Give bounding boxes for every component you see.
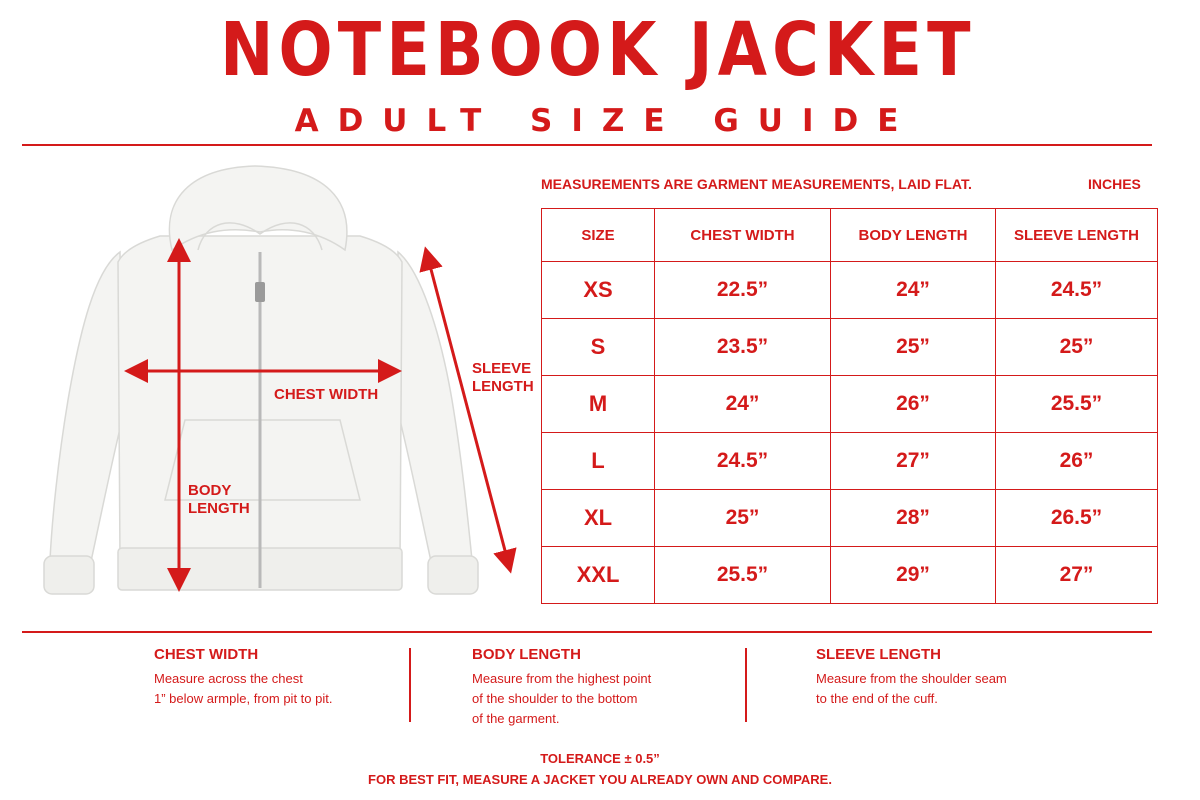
units-label: INCHES — [1088, 176, 1141, 192]
sleeve-length-cell: 27” — [996, 547, 1158, 604]
table-row — [542, 547, 1158, 604]
definition-line: of the shoulder to the bottom — [472, 691, 638, 706]
fit-advice: FOR BEST FIT, MEASURE A JACKET YOU ALREADY OWN AND COMPARE. — [368, 772, 832, 787]
definition-divider — [745, 648, 747, 722]
size-cell: M — [542, 376, 655, 433]
sleeve-length-label-line1: SLEEVE — [472, 360, 532, 377]
body-length-label-line1: BODY — [188, 482, 232, 499]
size-cell: L — [542, 433, 655, 490]
page-subtitle: ADULT SIZE GUIDE — [294, 103, 918, 139]
header-body-length: BODY LENGTH — [831, 209, 996, 262]
tolerance-note: TOLERANCE ± 0.5” — [540, 751, 660, 766]
header-chest-width: CHEST WIDTH — [655, 209, 831, 262]
definition-divider — [409, 648, 411, 722]
size-cell: XXL — [542, 547, 655, 604]
chest-width-cell: 22.5” — [655, 262, 831, 319]
size-table — [541, 208, 1158, 604]
size-cell: XS — [542, 262, 655, 319]
chest-width-cell: 24.5” — [655, 433, 831, 490]
definition-line: 1” below armple, from pit to pit. — [154, 691, 333, 706]
definition-sleeve-length — [816, 646, 1007, 709]
chest-width-cell: 25” — [655, 490, 831, 547]
sleeve-length-cell: 26.5” — [996, 490, 1158, 547]
table-row — [542, 319, 1158, 376]
page-title: NOTEBOOK JACKET — [220, 7, 976, 93]
table-row — [542, 490, 1158, 547]
zipper-pull — [255, 282, 265, 302]
jacket-illustration — [0, 150, 540, 620]
definition-title: CHEST WIDTH — [154, 646, 259, 663]
chest-width-cell: 25.5” — [655, 547, 831, 604]
definition-line: to the end of the cuff. — [816, 691, 938, 706]
definition-line: Measure across the chest — [154, 671, 303, 686]
sleeve-length-cell: 24.5” — [996, 262, 1158, 319]
body-length-cell: 25” — [831, 319, 996, 376]
sleeve-length-cell: 25.5” — [996, 376, 1158, 433]
definition-body-length — [472, 646, 651, 729]
sleeve-length-cell: 26” — [996, 433, 1158, 490]
definition-line: Measure from the shoulder seam — [816, 671, 1007, 686]
table-row — [542, 376, 1158, 433]
chest-width-cell: 23.5” — [655, 319, 831, 376]
table-row — [542, 262, 1158, 319]
header-divider — [22, 144, 1152, 146]
header-sleeve-length: SLEEVE LENGTH — [996, 209, 1158, 262]
definition-title: BODY LENGTH — [472, 646, 581, 663]
definition-chest-width — [154, 646, 332, 709]
footer-divider — [22, 631, 1152, 633]
sleeve-length-cell: 25” — [996, 319, 1158, 376]
body-length-cell: 27” — [831, 433, 996, 490]
size-cell: XL — [542, 490, 655, 547]
chest-width-label: CHEST WIDTH — [274, 386, 379, 403]
body-length-label-line2: LENGTH — [188, 500, 250, 517]
header-size: SIZE — [542, 209, 655, 262]
body-length-cell: 29” — [831, 547, 996, 604]
table-row — [542, 433, 1158, 490]
definition-line: Measure from the highest point — [472, 671, 652, 686]
table-header-row — [542, 209, 1158, 262]
chest-width-cell: 24” — [655, 376, 831, 433]
measurement-note: MEASUREMENTS ARE GARMENT MEASUREMENTS, LAID FLAT. — [541, 176, 972, 192]
definition-line: of the garment. — [472, 711, 560, 726]
body-length-cell: 28” — [831, 490, 996, 547]
size-cell: S — [542, 319, 655, 376]
sleeve-length-label-line2: LENGTH — [472, 378, 534, 395]
body-length-cell: 26” — [831, 376, 996, 433]
body-length-cell: 24” — [831, 262, 996, 319]
definition-title: SLEEVE LENGTH — [816, 646, 942, 663]
